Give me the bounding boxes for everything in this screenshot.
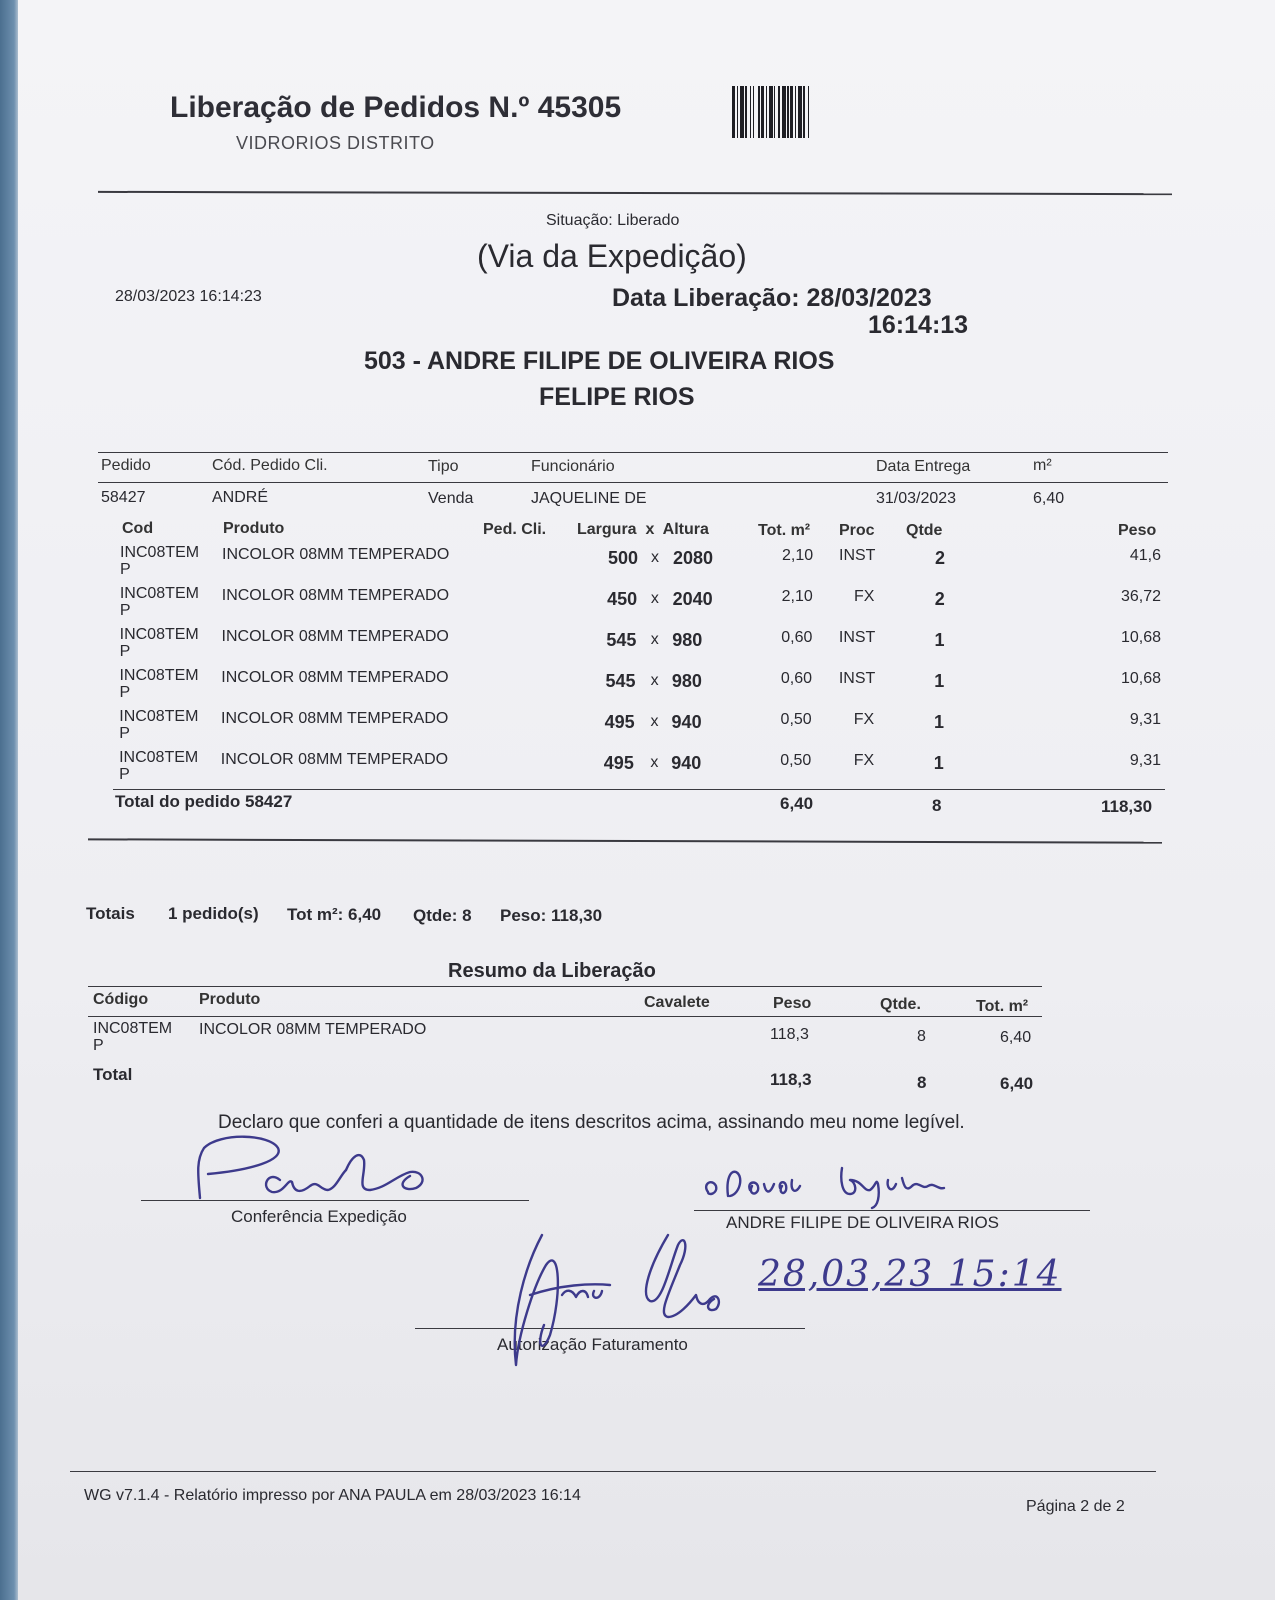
summary-total-peso: 118,3 [770,1070,812,1089]
summary-col-qtde: Qtde. [880,996,921,1013]
release-time: 16:14:13 [868,311,969,339]
footer-rule [70,1471,1156,1472]
item-cod [119,667,198,701]
items-col-peso: Peso [1118,522,1157,539]
col-m2: m² [1033,457,1052,474]
summary-total-qtde: 8 [917,1073,927,1092]
item-cod-line1: INC08TEM [119,667,199,684]
item-proc: INST [839,547,876,564]
items-total-rule [113,789,1165,790]
item-cod [120,626,199,660]
order-total-m2: 6,40 [780,794,814,813]
item-peso: 9,31 [1129,752,1161,769]
summary-codigo-line1: INC08TEM [93,1020,173,1037]
col-pedido: Pedido [101,457,151,474]
footer-printed-by: WG v7.1.4 - Relatório impresso por ANA PAULA em 28/03/2023 16:14 [84,1487,581,1504]
barcode-gap [809,86,811,138]
signature-line-right [694,1210,1090,1211]
order-pedido: 58427 [101,489,146,506]
item-altura: 2080 [673,548,714,568]
summary-header-rule [88,1016,1042,1017]
release-date: Data Liberação: 28/03/2023 [612,284,932,312]
col-funcionario: Funcionário [531,458,615,475]
item-tot-m2: 0,50 [780,711,812,728]
item-qtde: 2 [934,589,945,609]
item-cod [120,585,199,619]
copy-label: (Via da Expedição) [477,238,747,274]
item-cod [120,544,199,578]
item-cod-line2: P [119,766,130,783]
summary-col-tot-m2: Tot. m² [976,998,1029,1015]
footer-page-number: Página 2 de 2 [1026,1498,1125,1515]
item-altura: 940 [671,712,702,732]
item-cod-line1: INC08TEM [119,585,199,602]
item-peso: 9,31 [1129,711,1161,728]
order-tipo: Venda [428,490,474,507]
summary-tot-m2: 6,40 [1000,1029,1032,1046]
item-cod [119,708,198,742]
signature-label-right: ANDRE FILIPE DE OLIVEIRA RIOS [726,1213,1000,1232]
item-proc: INST [838,670,876,687]
item-tot-m2: 0,60 [781,629,813,646]
item-proc: FX [853,588,875,605]
order-total-qtde: 8 [932,796,942,815]
item-produto: INCOLOR 08MM TEMPERADO [221,628,449,645]
items-col-cod: Cod [122,520,154,537]
item-x-sign: x [651,549,659,566]
summary-qtde: 8 [917,1028,926,1045]
barcode-icon [732,86,924,138]
order-total-label: Total do pedido 58427 [115,792,293,811]
order-table-top-rule [98,452,1168,453]
item-produto: INCOLOR 08MM TEMPERADO [221,587,450,604]
order-funcionario: JAQUELINE DE [531,490,647,507]
summary-produto: INCOLOR 08MM TEMPERADO [199,1021,427,1038]
order-total-peso: 118,30 [1101,797,1153,816]
summary-codigo [93,1020,172,1054]
signature-client [700,1150,960,1210]
item-produto: INCOLOR 08MM TEMPERADO [221,710,449,727]
totals-label: Totais [86,904,135,923]
item-largura: 450 [607,589,638,609]
signature-label-bottom: Autorização Faturamento [497,1335,688,1354]
situation-label: Situação: Liberado [546,212,680,229]
item-tot-m2: 2,10 [782,547,814,564]
item-produto: INCOLOR 08MM TEMPERADO [220,751,449,768]
item-altura: 940 [671,753,702,773]
item-cod-line2: P [119,602,131,619]
items-col-tot-m2: Tot. m² [758,522,811,539]
totals-qtde: Qtde: 8 [413,906,472,925]
item-largura: 545 [605,671,636,691]
summary-col-produto: Produto [199,991,261,1008]
company-name: VIDRORIOS DISTRITO [236,133,435,153]
item-cod [119,749,198,783]
item-x-sign: x [650,631,659,648]
item-qtde: 2 [935,548,946,568]
item-qtde: 1 [934,671,945,691]
col-cod-pedido-cli: Cód. Pedido Cli. [212,457,328,474]
item-tot-m2: 2,10 [781,588,813,605]
item-cod-line1: INC08TEM [120,544,200,561]
totals-peso: Peso: 118,30 [500,906,603,925]
item-tot-m2: 0,60 [780,670,813,687]
col-tipo: Tipo [428,458,459,475]
item-qtde: 1 [934,712,945,732]
summary-peso: 118,3 [770,1026,809,1043]
item-cod-line2: P [120,561,131,578]
summary-col-codigo: Código [93,991,149,1008]
item-proc: INST [838,629,876,646]
printed-datetime: 28/03/2023 16:14:23 [115,288,262,305]
item-largura: 495 [604,712,635,732]
document-title: Liberação de Pedidos N.º 45305 [170,91,622,124]
item-x-sign: x [650,713,659,730]
items-col-qtde: Qtde [906,522,943,539]
declaration-text: Declaro que conferi a quantidade de itens descritos acima, assinando meu nome legível. [218,1112,965,1133]
client-name: 503 - ANDRE FILIPE DE OLIVEIRA RIOS [364,347,835,375]
item-cod-line1: INC08TEM [119,626,199,643]
item-altura: 980 [671,671,702,691]
item-produto: INCOLOR 08MM TEMPERADO [221,669,449,686]
item-qtde: 1 [933,753,944,773]
summary-top-rule [88,986,1042,987]
summary-title: Resumo da Liberação [448,960,656,982]
item-altura: 2040 [672,589,713,609]
item-largura: 545 [606,630,637,650]
signature-paula [160,1130,480,1210]
item-largura: 500 [608,548,639,568]
item-altura: 980 [672,630,703,650]
item-proc: FX [853,752,875,769]
totals-m2: Tot m²: 6,40 [287,905,382,924]
item-x-sign: x [650,672,659,689]
item-peso: 10,68 [1120,629,1161,646]
summary-col-peso: Peso [773,995,812,1012]
item-tot-m2: 0,50 [780,752,812,769]
item-peso: 36,72 [1120,588,1161,605]
item-produto: INCOLOR 08MM TEMPERADO [222,546,450,563]
signature-ana-paula [490,1225,750,1375]
client-alias: FELIPE RIOS [539,383,695,411]
item-proc: FX [853,711,875,728]
item-cod-line2: P [119,643,131,660]
signature-label-left: Conferência Expedição [231,1207,407,1226]
item-x-sign: x [650,590,659,607]
item-cod-line1: INC08TEM [119,749,199,766]
item-cod-line2: P [119,684,131,701]
item-x-sign: x [650,754,659,771]
item-qtde: 1 [934,630,945,650]
item-cod-line1: INC08TEM [119,708,199,725]
items-col-proc: Proc [839,522,875,539]
col-data-entrega: Data Entrega [876,458,971,475]
summary-total-label: Total [93,1065,133,1084]
order-data-entrega: 31/03/2023 [876,490,957,507]
totals-pedidos: 1 pedido(s) [168,904,259,923]
order-table-header-rule [98,482,1168,483]
item-peso: 41,6 [1129,547,1161,564]
item-peso: 10,68 [1120,670,1161,687]
items-col-produto: Produto [223,520,285,537]
summary-col-cavalete: Cavalete [644,994,710,1011]
summary-codigo-line2: P [93,1037,104,1054]
items-col-ped-cli: Ped. Cli. [483,521,547,538]
order-cod-cli: ANDRÉ [212,489,269,506]
item-cod-line2: P [119,725,130,742]
summary-total-m2: 6,40 [1000,1074,1034,1093]
order-m2: 6,40 [1033,490,1065,507]
handwritten-date: 28,03,23 15:14 [758,1254,1062,1295]
items-col-largura-altura: Largura x Altura [577,521,709,538]
item-largura: 495 [603,753,634,773]
